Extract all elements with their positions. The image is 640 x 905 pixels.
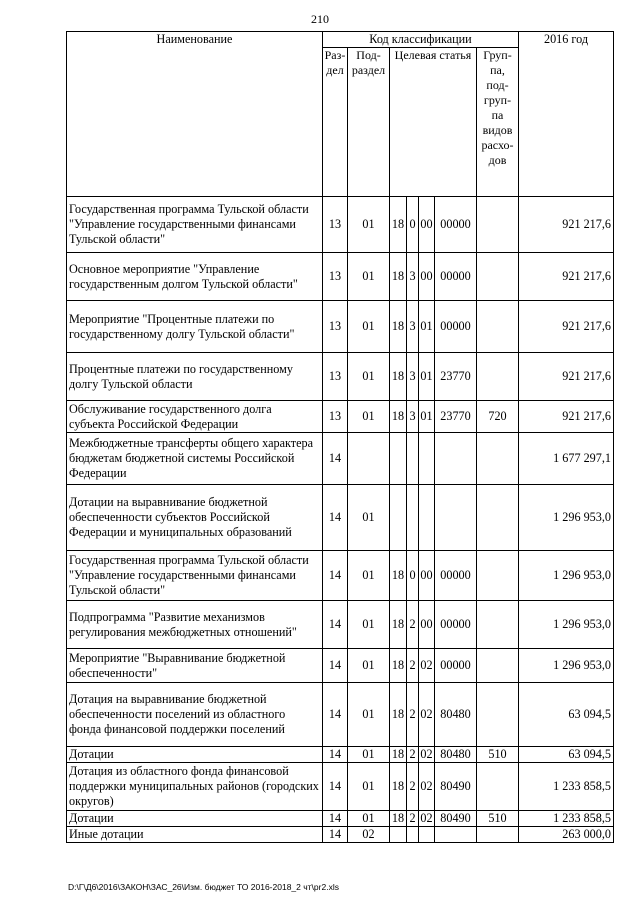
- page-number: 210: [311, 12, 329, 26]
- row-amount: 921 217,6: [519, 401, 614, 433]
- row-target-direction: 23770: [435, 401, 477, 433]
- row-amount: 921 217,6: [519, 197, 614, 253]
- row-target-subprogram: 2: [407, 763, 419, 811]
- row-target-event: 02: [420, 747, 433, 761]
- row-target-direction: [435, 827, 477, 843]
- row-section: 13: [323, 353, 348, 401]
- row-amount: 63 094,5: [519, 683, 614, 747]
- row-target-subprogram: 2: [407, 683, 419, 747]
- row-target-program: 18: [390, 197, 407, 253]
- row-subsection: 01: [348, 197, 390, 253]
- row-subsection: 01: [348, 485, 390, 551]
- row-subsection: 01: [348, 683, 390, 747]
- row-amount: 1 677 297,1: [519, 433, 614, 485]
- header-group: Груп- па, под- груп- па видов расхо- дов: [477, 48, 519, 197]
- row-amount: 1 233 858,5: [519, 763, 614, 811]
- row-expense-group: [477, 601, 519, 649]
- row-subsection: [348, 433, 390, 485]
- row-target-program: [390, 827, 407, 843]
- row-section: 14: [323, 485, 348, 551]
- row-target-subprogram: 3: [407, 401, 419, 433]
- row-target-subprogram: 3: [407, 353, 419, 401]
- row-section: 14: [323, 433, 348, 485]
- row-name: Основное мероприятие "Управление государственным долгом Тульской области": [67, 253, 323, 301]
- row-subsection: 01: [348, 353, 390, 401]
- row-target-event: 02: [419, 683, 435, 747]
- row-target-subprogram: 2: [407, 747, 419, 763]
- row-target-direction: [435, 433, 477, 485]
- row-target-direction: 23770: [435, 353, 477, 401]
- row-expense-group: [477, 485, 519, 551]
- row-subsection: 01: [348, 763, 390, 811]
- row-amount: 921 217,6: [519, 353, 614, 401]
- row-target-direction: 80480: [435, 747, 477, 763]
- budget-table: [66, 31, 614, 843]
- row-target-program: 18: [390, 811, 407, 827]
- row-subsection: 01: [348, 253, 390, 301]
- row-expense-group: [477, 353, 519, 401]
- row-target-direction: 00000: [435, 301, 477, 353]
- row-subsection: 01: [348, 811, 390, 827]
- row-target-direction: 00000: [435, 601, 477, 649]
- table-row: [67, 763, 614, 811]
- table-row: [67, 551, 614, 601]
- row-target-direction: 80480: [435, 683, 477, 747]
- row-subsection: 01: [348, 551, 390, 601]
- row-target-subprogram: 3: [407, 253, 419, 301]
- row-target-direction: 80490: [435, 763, 477, 811]
- row-target-subprogram: 3: [407, 301, 419, 353]
- row-target-event: 01: [419, 353, 435, 401]
- row-target-event: [419, 485, 435, 551]
- row-section: 13: [323, 401, 348, 433]
- table-row: [67, 253, 614, 301]
- row-target-program: 18: [390, 353, 407, 401]
- row-target-program: [390, 485, 407, 551]
- row-section: 13: [323, 301, 348, 353]
- row-name: Мероприятие "Выравнивание бюджетной обеспеченности": [67, 649, 323, 683]
- row-target-subprogram: 2: [407, 649, 419, 683]
- row-target-direction: 00000: [435, 197, 477, 253]
- row-target-program: 18: [390, 649, 407, 683]
- row-target-subprogram: [407, 485, 419, 551]
- table-row: [67, 433, 614, 485]
- row-target-program: 18: [390, 253, 407, 301]
- table-row: [67, 353, 614, 401]
- file-path-footer: D:\Г\Д6\2016\ЗАКОН\ЗАС_26\Изм. бюджет ТО 2016-2018_2 чт\pr2.xls: [68, 882, 339, 892]
- row-target-program: 18: [390, 301, 407, 353]
- row-name: Дотация из областного фонда финансовой поддержки муниципальных районов (городских округов): [67, 763, 323, 811]
- row-target-program: 18: [390, 763, 407, 811]
- table-row: [67, 301, 614, 353]
- row-expense-group: [477, 827, 519, 843]
- row-subsection: 01: [348, 401, 390, 433]
- row-name: Государственная программа Тульской области "Управление государственными финансами Тульской области": [67, 197, 323, 253]
- row-target-subprogram: 2: [407, 811, 419, 827]
- row-target-event: [419, 433, 435, 485]
- row-target-event: 01: [419, 401, 435, 433]
- row-expense-group: 720: [477, 401, 519, 433]
- row-target-event: 01: [419, 301, 435, 353]
- table-row: [67, 197, 614, 253]
- row-target-program: 18: [390, 401, 407, 433]
- row-amount: 63 094,5: [519, 747, 614, 763]
- row-expense-group: [477, 433, 519, 485]
- row-target-subprogram: 0: [407, 551, 419, 601]
- row-target-program: 18: [390, 747, 407, 763]
- row-target-subprogram: 2: [407, 601, 419, 649]
- row-section: 14: [323, 601, 348, 649]
- header-subsection: Под- раздел: [348, 48, 390, 197]
- table-row: [67, 401, 614, 433]
- row-name: Дотации: [67, 747, 323, 763]
- row-amount: 921 217,6: [519, 253, 614, 301]
- row-amount: 1 296 953,0: [519, 551, 614, 601]
- row-target-subprogram: [407, 433, 419, 485]
- row-name: Обслуживание государственного долга субъекта Российской Федерации: [67, 401, 323, 433]
- table-row: [67, 747, 614, 763]
- row-name: Иные дотации: [67, 827, 323, 843]
- row-target-event: 00: [419, 551, 435, 601]
- row-name: Дотация на выравнивание бюджетной обеспеченности поселений из областного фонда финансовой поддержки поселений: [67, 683, 323, 747]
- row-subsection: 01: [348, 601, 390, 649]
- row-section: 13: [323, 253, 348, 301]
- row-section: 14: [323, 827, 348, 843]
- row-expense-group: [477, 551, 519, 601]
- row-name: Межбюджетные трансферты общего характера бюджетам бюджетной системы Российской Федерации: [67, 433, 323, 485]
- table-row: [67, 485, 614, 551]
- table-row: [67, 811, 614, 827]
- row-expense-group: 510: [477, 747, 519, 763]
- header-target: Целевая статья: [390, 48, 477, 197]
- header-section: Раз- дел: [323, 48, 348, 197]
- row-amount: 1 233 858,5: [519, 811, 614, 827]
- row-section: 14: [323, 551, 348, 601]
- row-expense-group: [477, 649, 519, 683]
- row-expense-group: [477, 253, 519, 301]
- row-target-event: 02: [420, 811, 433, 825]
- header-year: 2016 год: [519, 32, 614, 197]
- row-name: Государственная программа Тульской области "Управление государственными финансами Тульской области": [67, 551, 323, 601]
- row-target-event: 02: [419, 649, 435, 683]
- row-subsection: 01: [348, 747, 390, 763]
- row-section: 14: [323, 649, 348, 683]
- row-target-event: 00: [419, 601, 435, 649]
- row-target-program: [390, 433, 407, 485]
- table-row: [67, 649, 614, 683]
- header-classification: Код классификации: [323, 32, 519, 48]
- row-subsection: 02: [348, 827, 390, 843]
- row-target-event: 00: [419, 197, 435, 253]
- table-row: [67, 601, 614, 649]
- row-subsection: 01: [348, 301, 390, 353]
- row-target-subprogram: 0: [407, 197, 419, 253]
- row-name: Процентные платежи по государственному долгу Тульской области: [67, 353, 323, 401]
- row-target-direction: 00000: [435, 551, 477, 601]
- row-name: Мероприятие "Процентные платежи по государственному долгу Тульской области": [67, 301, 323, 353]
- table-row: [67, 827, 614, 843]
- row-name: Дотации на выравнивание бюджетной обеспеченности субъектов Российской Федерации и муниципальных образований: [67, 485, 323, 551]
- row-target-event: 02: [419, 763, 435, 811]
- table-body: [67, 197, 614, 843]
- row-target-direction: 00000: [435, 253, 477, 301]
- row-section: 14: [323, 763, 348, 811]
- header-name: Наименование: [67, 32, 323, 197]
- row-section: 14: [323, 811, 348, 827]
- row-section: 13: [323, 197, 348, 253]
- row-target-event: [419, 827, 435, 843]
- row-expense-group: 510: [477, 811, 519, 827]
- row-amount: 1 296 953,0: [519, 485, 614, 551]
- row-target-direction: 80490: [435, 811, 477, 827]
- row-expense-group: [477, 197, 519, 253]
- row-subsection: 01: [348, 649, 390, 683]
- row-amount: 921 217,6: [519, 301, 614, 353]
- table-row: [67, 683, 614, 747]
- row-amount: 1 296 953,0: [519, 649, 614, 683]
- row-amount: 1 296 953,0: [519, 601, 614, 649]
- row-expense-group: [477, 763, 519, 811]
- row-name: Дотации: [67, 811, 323, 827]
- row-target-direction: [435, 485, 477, 551]
- row-target-program: 18: [390, 683, 407, 747]
- row-target-program: 18: [390, 601, 407, 649]
- row-expense-group: [477, 301, 519, 353]
- row-target-subprogram: [407, 827, 419, 843]
- row-target-direction: 00000: [435, 649, 477, 683]
- row-name: Подпрограмма "Развитие механизмов регулирования межбюджетных отношений": [67, 601, 323, 649]
- row-section: 14: [323, 747, 348, 763]
- row-target-program: 18: [390, 551, 407, 601]
- row-expense-group: [477, 683, 519, 747]
- row-target-event: 00: [419, 253, 435, 301]
- row-section: 14: [323, 683, 348, 747]
- row-amount: 263 000,0: [519, 827, 614, 843]
